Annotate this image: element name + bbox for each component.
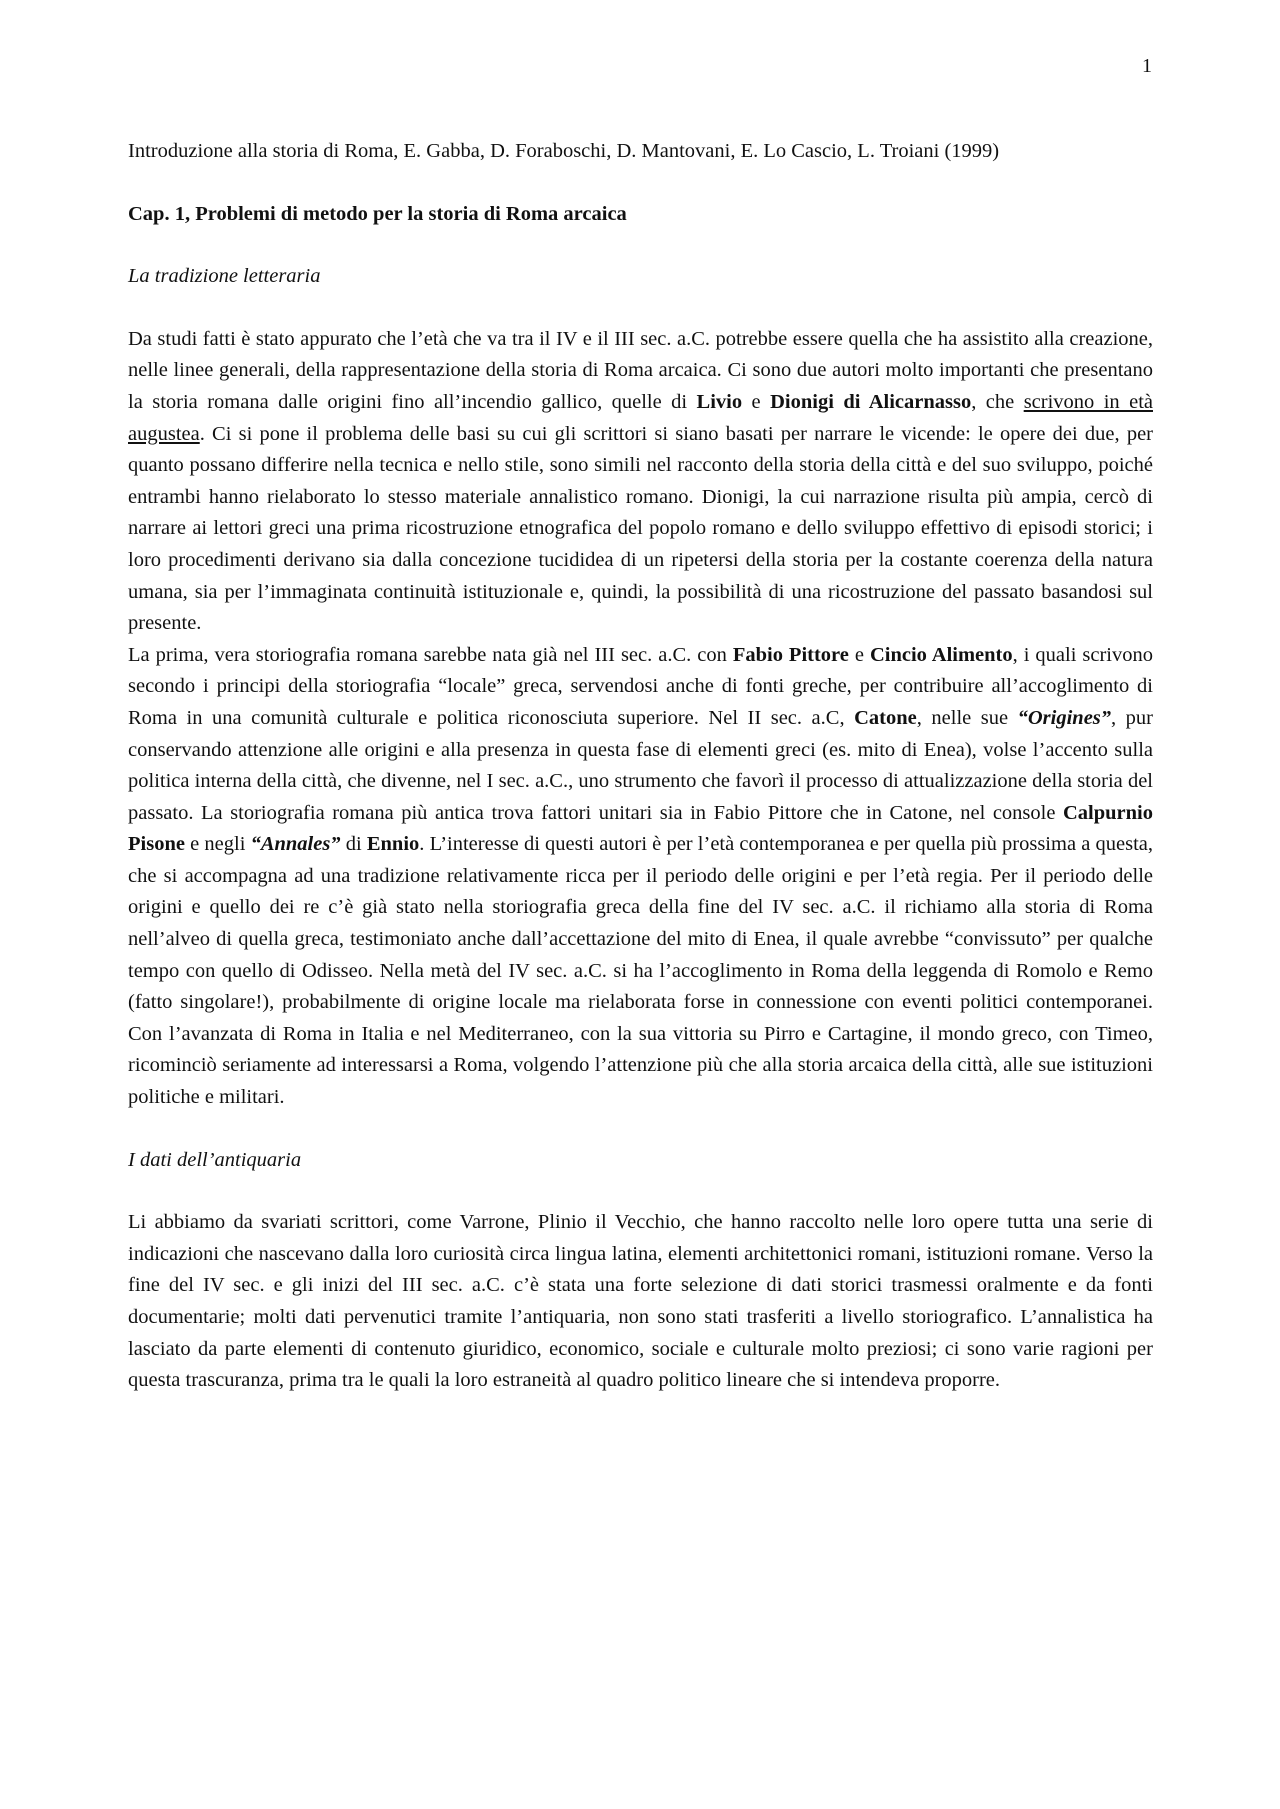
author-ennio: Ennio	[366, 833, 420, 856]
author-dionigi: Dionigi di Alicarnasso	[770, 390, 972, 413]
section-heading-tradizione: La tradizione letteraria	[128, 265, 321, 288]
text-run: e negli	[184, 833, 251, 856]
work-origines: “Origines”	[1017, 706, 1112, 729]
text-run: di	[340, 833, 367, 856]
paragraph-antiquaria-1: Li abbiamo da svariati scrittori, come Varrone, Plinio il Vecchio, che hanno raccolto nelle loro opere tutta una serie di indicazioni che nascevano dalla loro curiosità circa lingua latina, elementi architettonici romani, istituzioni romane. Verso la fine del IV sec. e gli inizi del III sec. a.C. c’è stata una forte selezione di dati storici trasmessi oralmente e da fonti documentarie; molti dati pervenutici tramite l’antiquaria, non sono stati trasferiti a livello storiografico. L’annalistica ha lasciato da parte elementi di contenuto giuridico, economico, sociale e culturale molto preziosi; ci sono varie ragioni per questa trascuranza, prima tra le quali la loro estraneità al quadro politico lineare che si intendeva proporre.	[128, 1211, 1153, 1392]
underlined-phrase: scrivono in età augustea	[128, 390, 1153, 445]
text-run: Da studi fatti è stato appurato che l’età che va tra il IV e il III sec. a.C. potrebbe essere quella che ha assistito alla creazione, nelle linee generali, della rappresentazione della storia di Roma arcaica. Ci sono due autori molto importanti che presentano la storia romana dalle origini fino all’incendio gallico, quelle di	[128, 327, 1153, 413]
text-run: e	[848, 643, 870, 666]
document-title: Introduzione alla storia di Roma, E. Gabba, D. Foraboschi, D. Mantovani, E. Lo Cascio, L. Troiani (1999)	[128, 140, 1000, 162]
chapter-title: Cap. 1, Problemi di metodo per la storia di Roma arcaica	[128, 202, 627, 225]
author-catone: Catone	[854, 706, 917, 729]
page-number: 1	[1142, 55, 1152, 77]
author-livio: Livio	[696, 390, 743, 413]
text-run: e	[742, 390, 771, 413]
paragraph-tradizione-1	[128, 324, 1153, 640]
document-body	[128, 136, 1153, 1397]
text-run: . Ci si pone il problema delle basi su cui gli scrittori si siano basati per narrare le vicende: le opere dei due, per quanto possano differire nella tecnica e nello stile, sono simili nel racconto della storia della città e del suo sviluppo, poiché entrambi hanno rielaborato lo stesso materiale annalistico romano. Dionigi, la cui narrazione risulta più ampia, cercò di narrare ai lettori greci una prima ricostruzione etnografica del popolo romano e dello sviluppo effettivo di episodi storici; i loro procedimenti derivano sia dalla concezione tucididea di un ripetersi della storia per la costante coerenza della natura umana, sia per l’immaginata continuità istituzionale e, quindi, la possibilità di una ricostruzione del passato basandosi sul presente.	[128, 422, 1153, 635]
section-heading-antiquaria: I dati dell’antiquaria	[128, 1148, 302, 1171]
author-calpurnio-pisone: Calpurnio Pisone	[128, 801, 1153, 856]
work-annales: “Annales”	[250, 833, 341, 856]
author-fabio-pittore: Fabio Pittore	[732, 643, 849, 666]
paragraph-tradizione-2	[128, 640, 1153, 1114]
text-run: , i quali scrivono secondo i principi della storiografia “locale” greca, servendosi anche di fonti greche, per contribuire all’accoglimento di Roma in una comunità culturale e politica riconosciuta superiore. Nel II sec. a.C,	[128, 643, 1153, 729]
text-run: , che	[971, 390, 1024, 413]
text-run: . L’interesse di questi autori è per l’età contemporanea e per quella più prossima a questa, che si accompagna ad una tradizione relativamente ricca per il periodo delle origini e per l’età regia. Per il periodo delle origini e quello dei re c’è già stato nella storiografia greca della fine del IV sec. a.C. il richiamo alla storia di Roma nell’alveo di quella greca, testimoniato anche dall’accettazione del mito di Enea, il quale avrebbe “convissuto” per qualche tempo con quello di Odisseo. Nella metà del IV sec. a.C. si ha l’accoglimento in Roma della leggenda di Romolo e Remo (fatto singolare!), probabilmente di origine locale ma rielaborata forse in connessione con eventi politici contemporanei. Con l’avanzata di Roma in Italia e nel Mediterraneo, con la sua vittoria su Pirro e Cartagine, il mondo greco, con Timeo, ricominciò seriamente ad interessarsi a Roma, volgendo l’attenzione più che alla storia arcaica della città, alle sue istituzioni politiche e militari.	[128, 833, 1153, 1109]
text-run: , nelle sue	[916, 706, 1018, 729]
text-run: La prima, vera storiografia romana sarebbe nata già nel III sec. a.C. con	[128, 643, 733, 666]
text-run: , pur conservando attenzione alle origini e alla presenza in questa fase di elementi greci (es. mito di Enea), volse l’accento sulla politica interna della città, che divenne, nel I sec. a.C., uno strumento che favorì il processo di attualizzazione della storia del passato. La storiografia romana più antica trova fattori unitari sia in Fabio Pittore che in Catone, nel console	[128, 706, 1154, 824]
author-cincio-alimento: Cincio Alimento	[869, 643, 1013, 666]
